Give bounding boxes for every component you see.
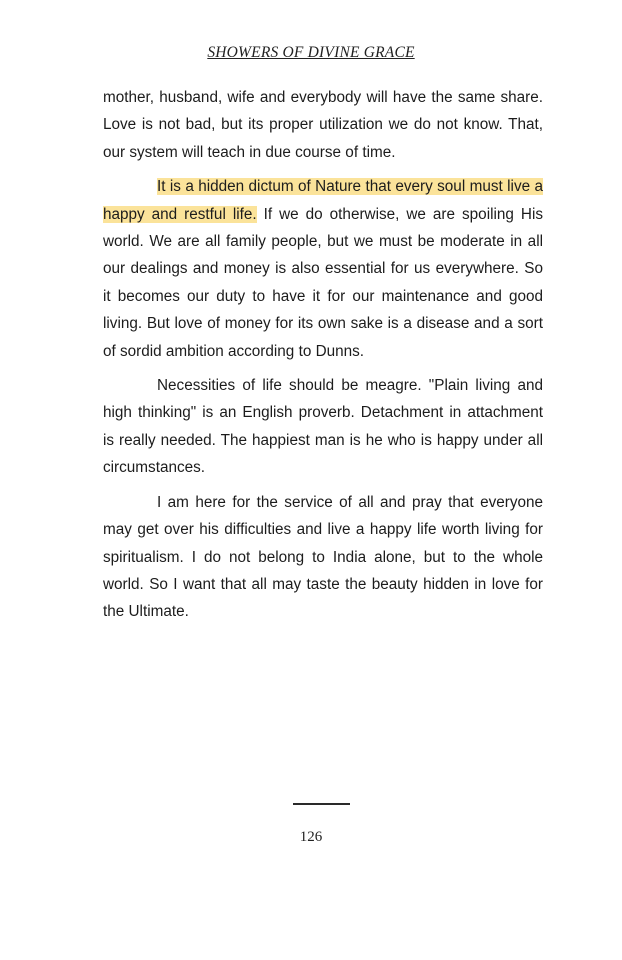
paragraph-4 — [103, 489, 543, 626]
paragraph-3-text: Necessities of life should be meagre. "Plain living and high thinking" is an English proverb. Detachment in attachment is really needed. The happiest man is he who is happy under all circumstances. — [103, 377, 543, 477]
running-header: SHOWERS OF DIVINE GRACE — [207, 44, 415, 61]
paragraph-3 — [103, 372, 543, 482]
paragraph-2 — [103, 173, 543, 365]
paragraph-1 — [103, 84, 543, 166]
paragraph-2-text: If we do otherwise, we are spoiling His world. We are all family people, but we must be moderate in all our dealings and money is also essential for us everywhere. So it becomes our duty to have it for our maintenance and good living. But love of money for its own sake is a disease and a sort of sordid ambition according to Dunns. — [103, 205, 543, 360]
page-number: 126 — [299, 829, 323, 845]
body-text — [103, 84, 543, 633]
paragraph-1-text: mother, husband, wife and everybody will have the same share. Love is not bad, but its proper utilization we do not know. That, our system will teach in due course of time. — [103, 89, 543, 161]
end-rule-divider — [293, 803, 350, 805]
highlighted-sentence: It is a hidden dictum of Nature that every soul must live a happy and restful life. — [103, 178, 543, 223]
paragraph-4-text: I am here for the service of all and pray that everyone may get over his difficulties and live a happy life worth living for spiritualism. I do not belong to India alone, but to the whole world. So I want that all may taste the beauty hidden in love for the Ultimate. — [103, 493, 543, 621]
